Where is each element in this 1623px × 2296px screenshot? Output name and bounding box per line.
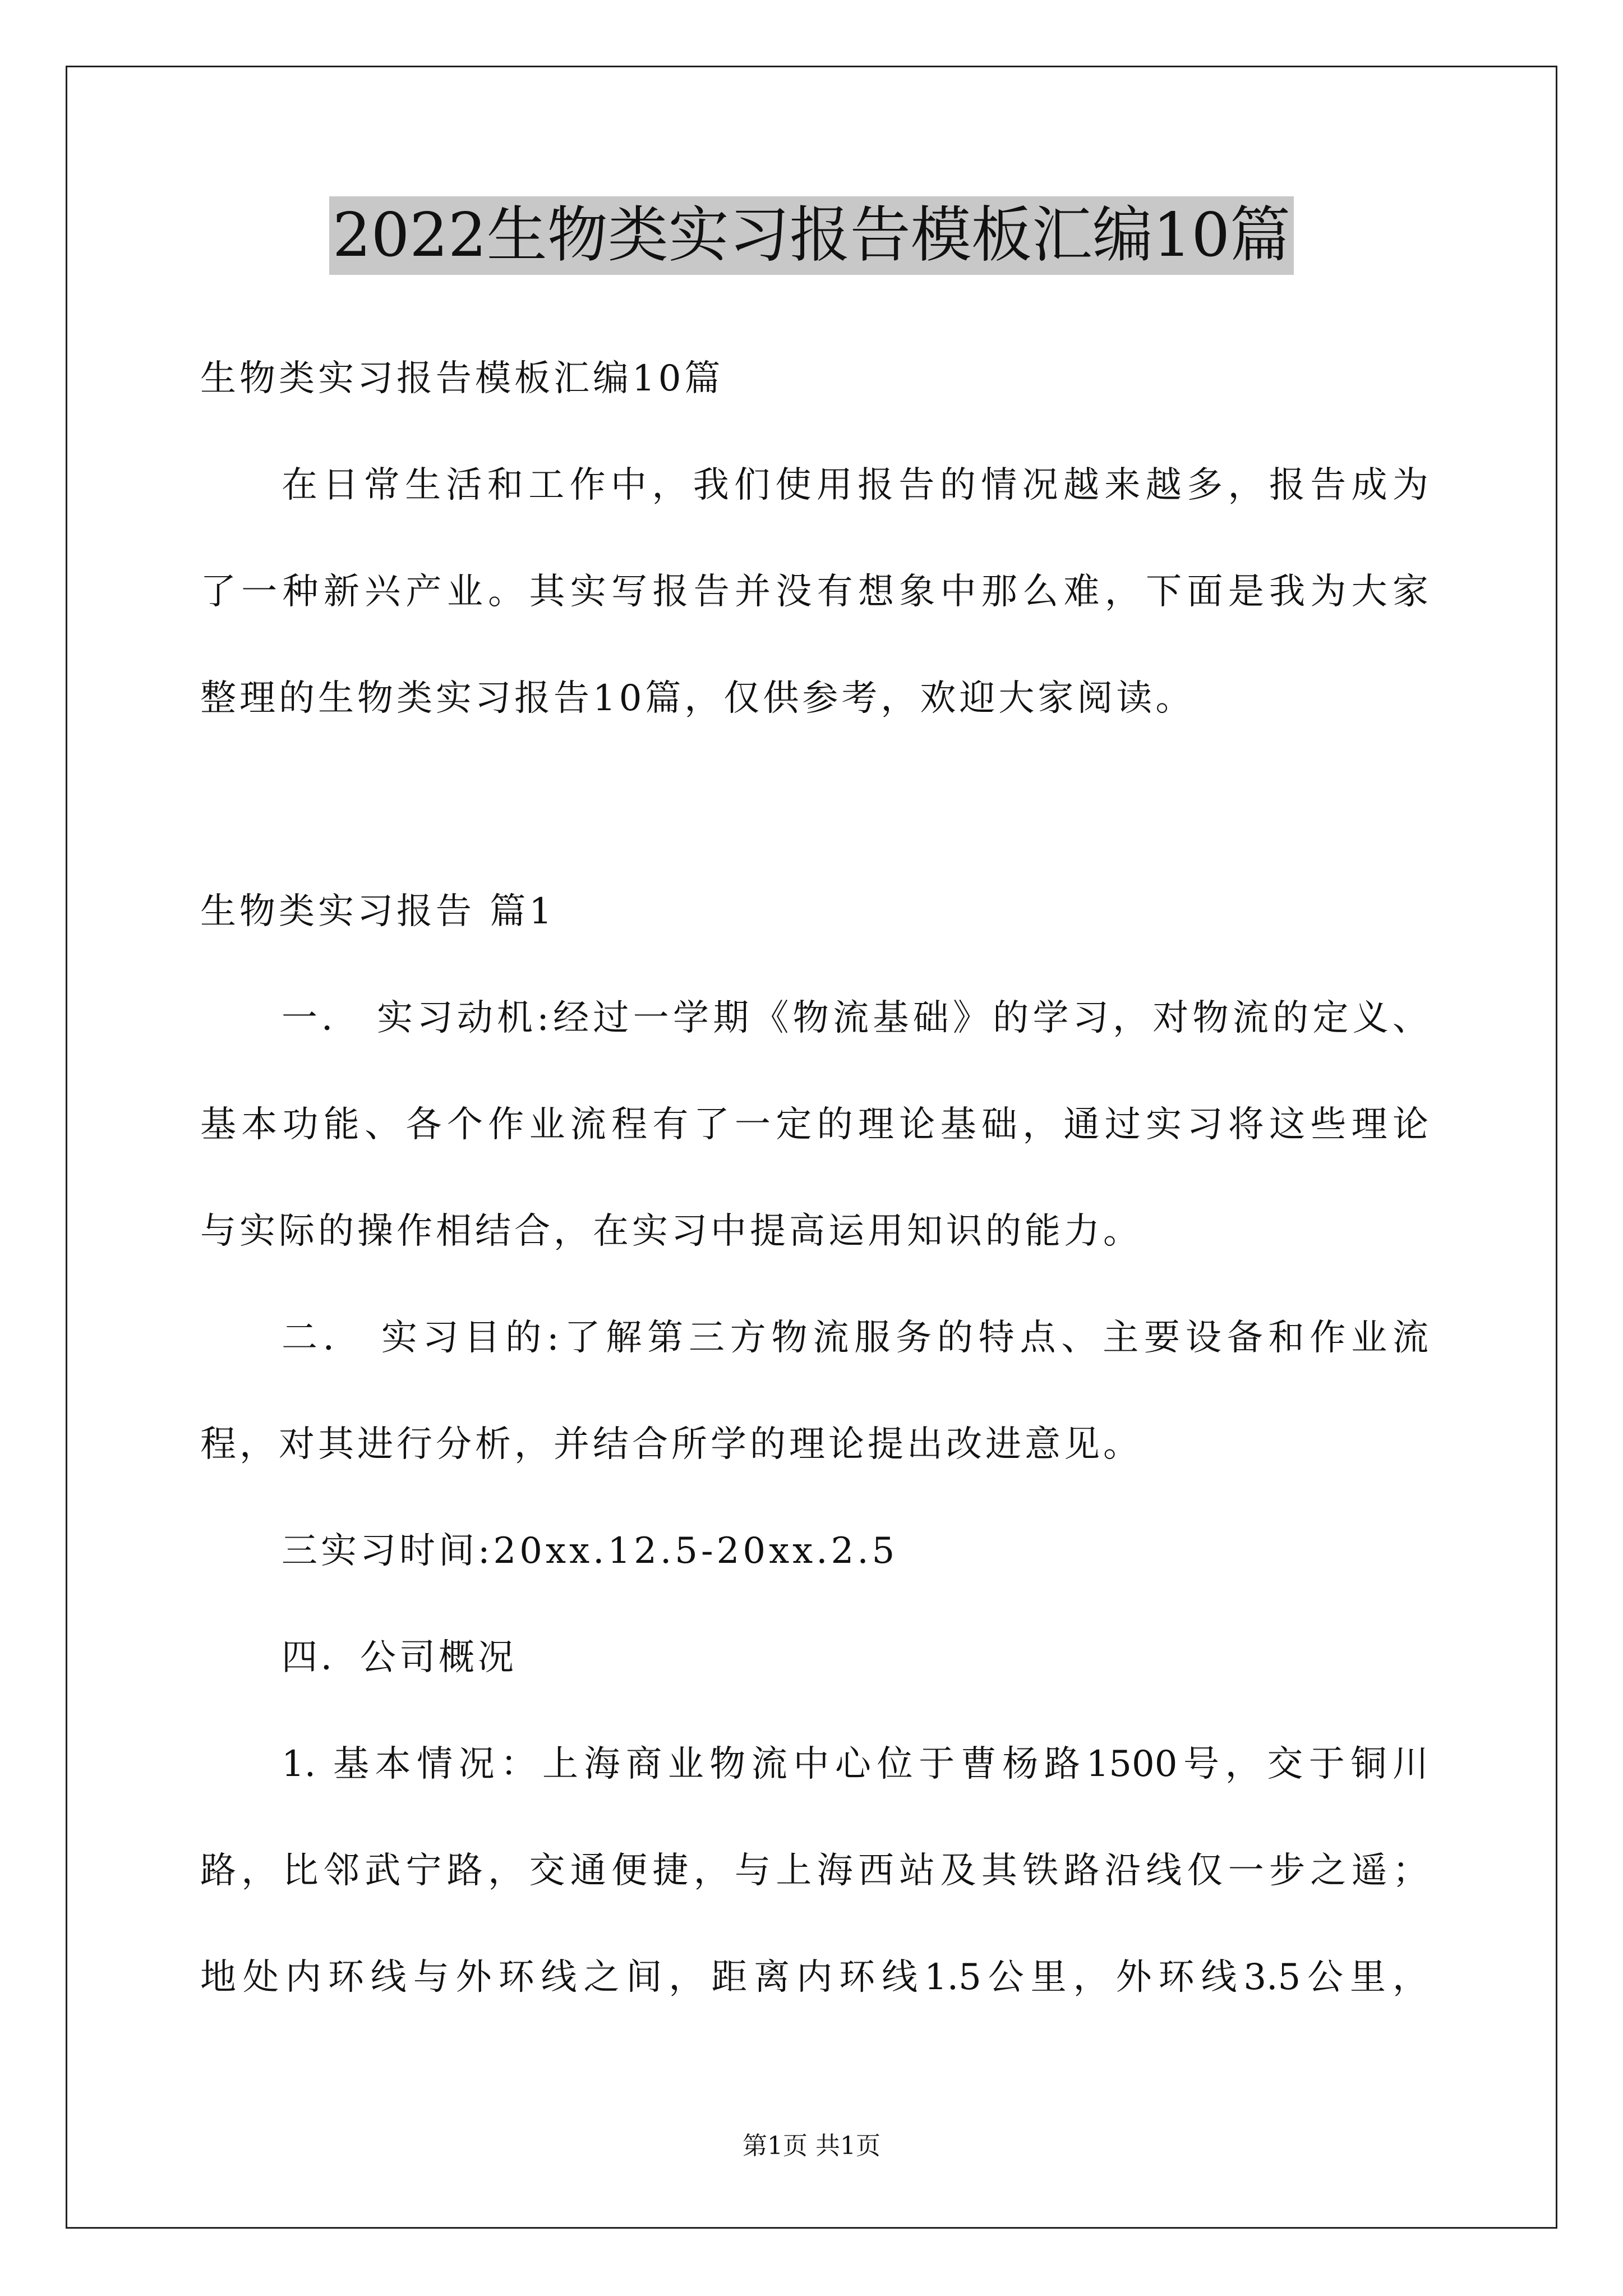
paragraph-1-line-3: 与实际的操作相结合，在实习中提高运用知识的能力。 xyxy=(200,1211,1142,1252)
paragraph-2-line-1: 二． 实习目的:了解第三方物流服务的特点、主要设备和作业流 xyxy=(282,1317,1428,1359)
paragraph-4: 四．公司概况 xyxy=(282,1637,517,1678)
paragraph-5-line-2: 路，比邻武宁路，交通便捷，与上海西站及其铁路沿线仅一步之遥； xyxy=(200,1850,1428,1892)
intro-line-3: 整理的生物类实习报告10篇，仅供参考，欢迎大家阅读。 xyxy=(200,678,1195,719)
title-container xyxy=(0,196,1623,275)
document-subtitle: 生物类实习报告模板汇编10篇 xyxy=(200,358,724,399)
section-heading: 生物类实习报告 篇1 xyxy=(200,891,556,932)
paragraph-5-line-1: 1. 基本情况：上海商业物流中心位于曹杨路1500号，交于铜川 xyxy=(282,1743,1428,1785)
paragraph-1-line-2: 基本功能、各个作业流程有了一定的理论基础，通过实习将这些理论 xyxy=(200,1104,1428,1145)
intro-line-2: 了一种新兴产业。其实写报告并没有想象中那么难，下面是我为大家 xyxy=(200,571,1428,613)
paragraph-5-line-3: 地处内环线与外环线之间，距离内环线1.5公里，外环线3.5公里， xyxy=(200,1957,1428,1998)
paragraph-1-line-1: 一． 实习动机:经过一学期《物流基础》的学习，对物流的定义、 xyxy=(282,997,1428,1039)
page-footer: 第1页 共1页 xyxy=(743,2132,880,2160)
intro-line-1: 在日常生活和工作中，我们使用报告的情况越来越多，报告成为 xyxy=(282,464,1428,506)
paragraph-3: 三实习时间:20xx.12.5-20xx.2.5 xyxy=(282,1530,898,1572)
paragraph-2-line-2: 程，对其进行分析，并结合所学的理论提出改进意见。 xyxy=(200,1424,1142,1465)
document-title: 2022生物类实习报告模板汇编10篇 xyxy=(329,196,1294,275)
